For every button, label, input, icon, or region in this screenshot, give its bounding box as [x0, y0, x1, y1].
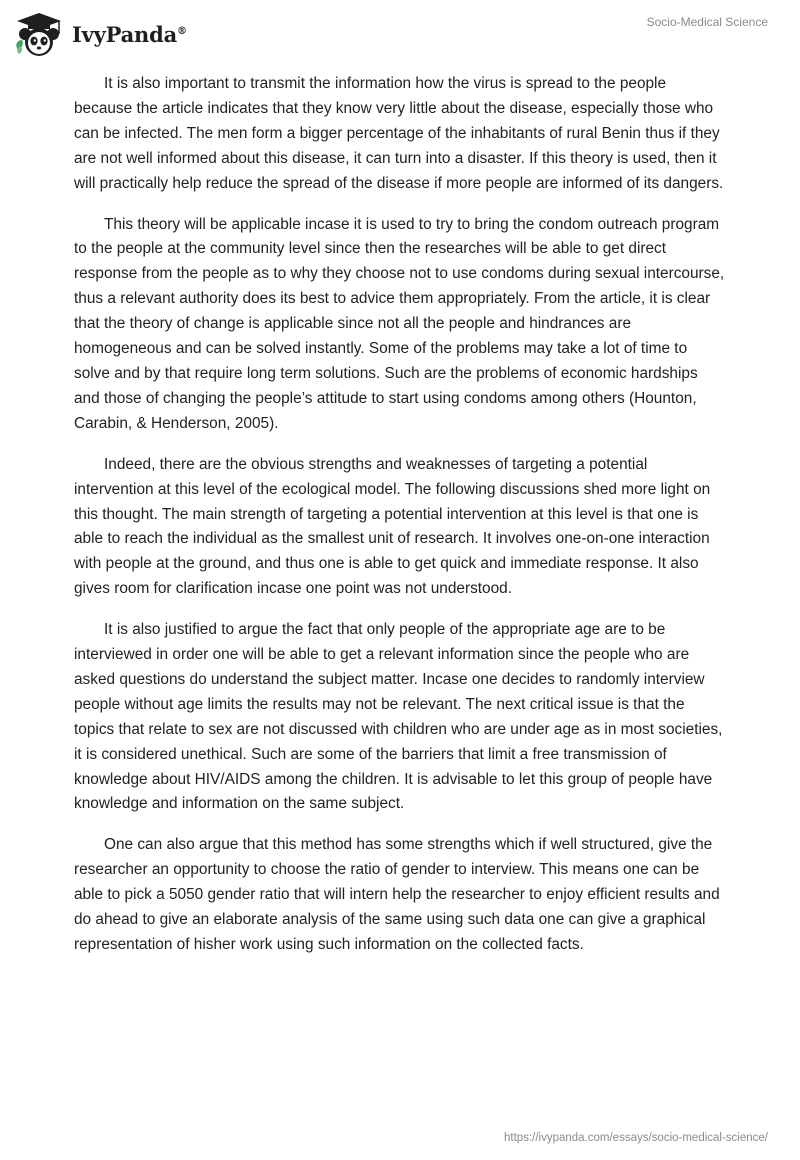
- ivypanda-logo[interactable]: [14, 10, 187, 58]
- paragraph: It is also justified to argue the fact that only people of the appropriate age are to be interviewed in order one will be able to get a relevant information since the people who are asked questions do understand the subject matter. Incase one decides to randomly interview people without age limits the results may not be relevant. The next critical issue is that the topics that relate to sex are not discussed with children who are under age as in most societies, it is considered unethical. Such are some of the barriers that limit a free transmission of knowledge about HIV/AIDS among the children. It is advisable to let this group of people have knowledge and information on the same subject.: [74, 621, 723, 813]
- paragraph: It is also important to transmit the information how the virus is spread to the people because the article indicates that they know very little about the disease, especially those who can be infected. The men form a bigger percentage of the inhabitants of rural Benin thus if they are not well informed about this disease, it can turn into a disaster. If this theory is used, then it will practically help reduce the spread of the disease if more people are informed of its dangers.: [74, 75, 724, 192]
- registered-mark: ®: [177, 25, 187, 37]
- paragraph: One can also argue that this method has some strengths which if well structured, give the researcher an opportunity to choose the ratio of gender to interview. This means one can be able to pick a 5050 gender ratio that will intern help the researcher to enjoy efficient results and do ahead to give an elaborate analysis of the same using such data one can give a graphical representation of hisher work using such information on the collected facts.: [74, 836, 720, 953]
- paragraph: Indeed, there are the obvious strengths and weaknesses of targeting a potential intervention at this level of the ecological model. The following discussions shed more light on this thought. The main strength of targeting a potential intervention at this level is that one is able to reach the individual as the smallest unit of research. It involves one-on-one interaction with people at the ground, and thus one is able to get quick and immediate response. It also gives room for clarification incase one point was not understood.: [74, 455, 711, 598]
- document-title: Socio-Medical Science: [646, 15, 768, 29]
- source-url-link[interactable]: https://ivypanda.com/essays/socio-medical-science/: [504, 1132, 768, 1144]
- page-header: [0, 0, 800, 70]
- essay-body: [74, 72, 726, 974]
- logo-text-label: IvyPanda: [72, 21, 178, 47]
- paragraph: This theory will be applicable incase it is used to try to bring the condom outreach program to the people at the community level since then the researches will be able to get direct response from the people as to why they choose not to use condoms during sexual intercourse, thus a relevant authority does its best to advice them appropriately. From the article, it is clear that the theory of change is applicable since not all the people and hindrances are homogeneous and can be solved instantly. Some of the problems may take a lot of time to solve and by that require long term solutions. Such are the problems of economic hardships and those of changing the people’s attitude to start using condoms among others (Hounton, Carabin, & Henderson, 2005).: [74, 215, 725, 432]
- logo-text: [72, 22, 187, 47]
- panda-graduate-icon: [14, 10, 64, 58]
